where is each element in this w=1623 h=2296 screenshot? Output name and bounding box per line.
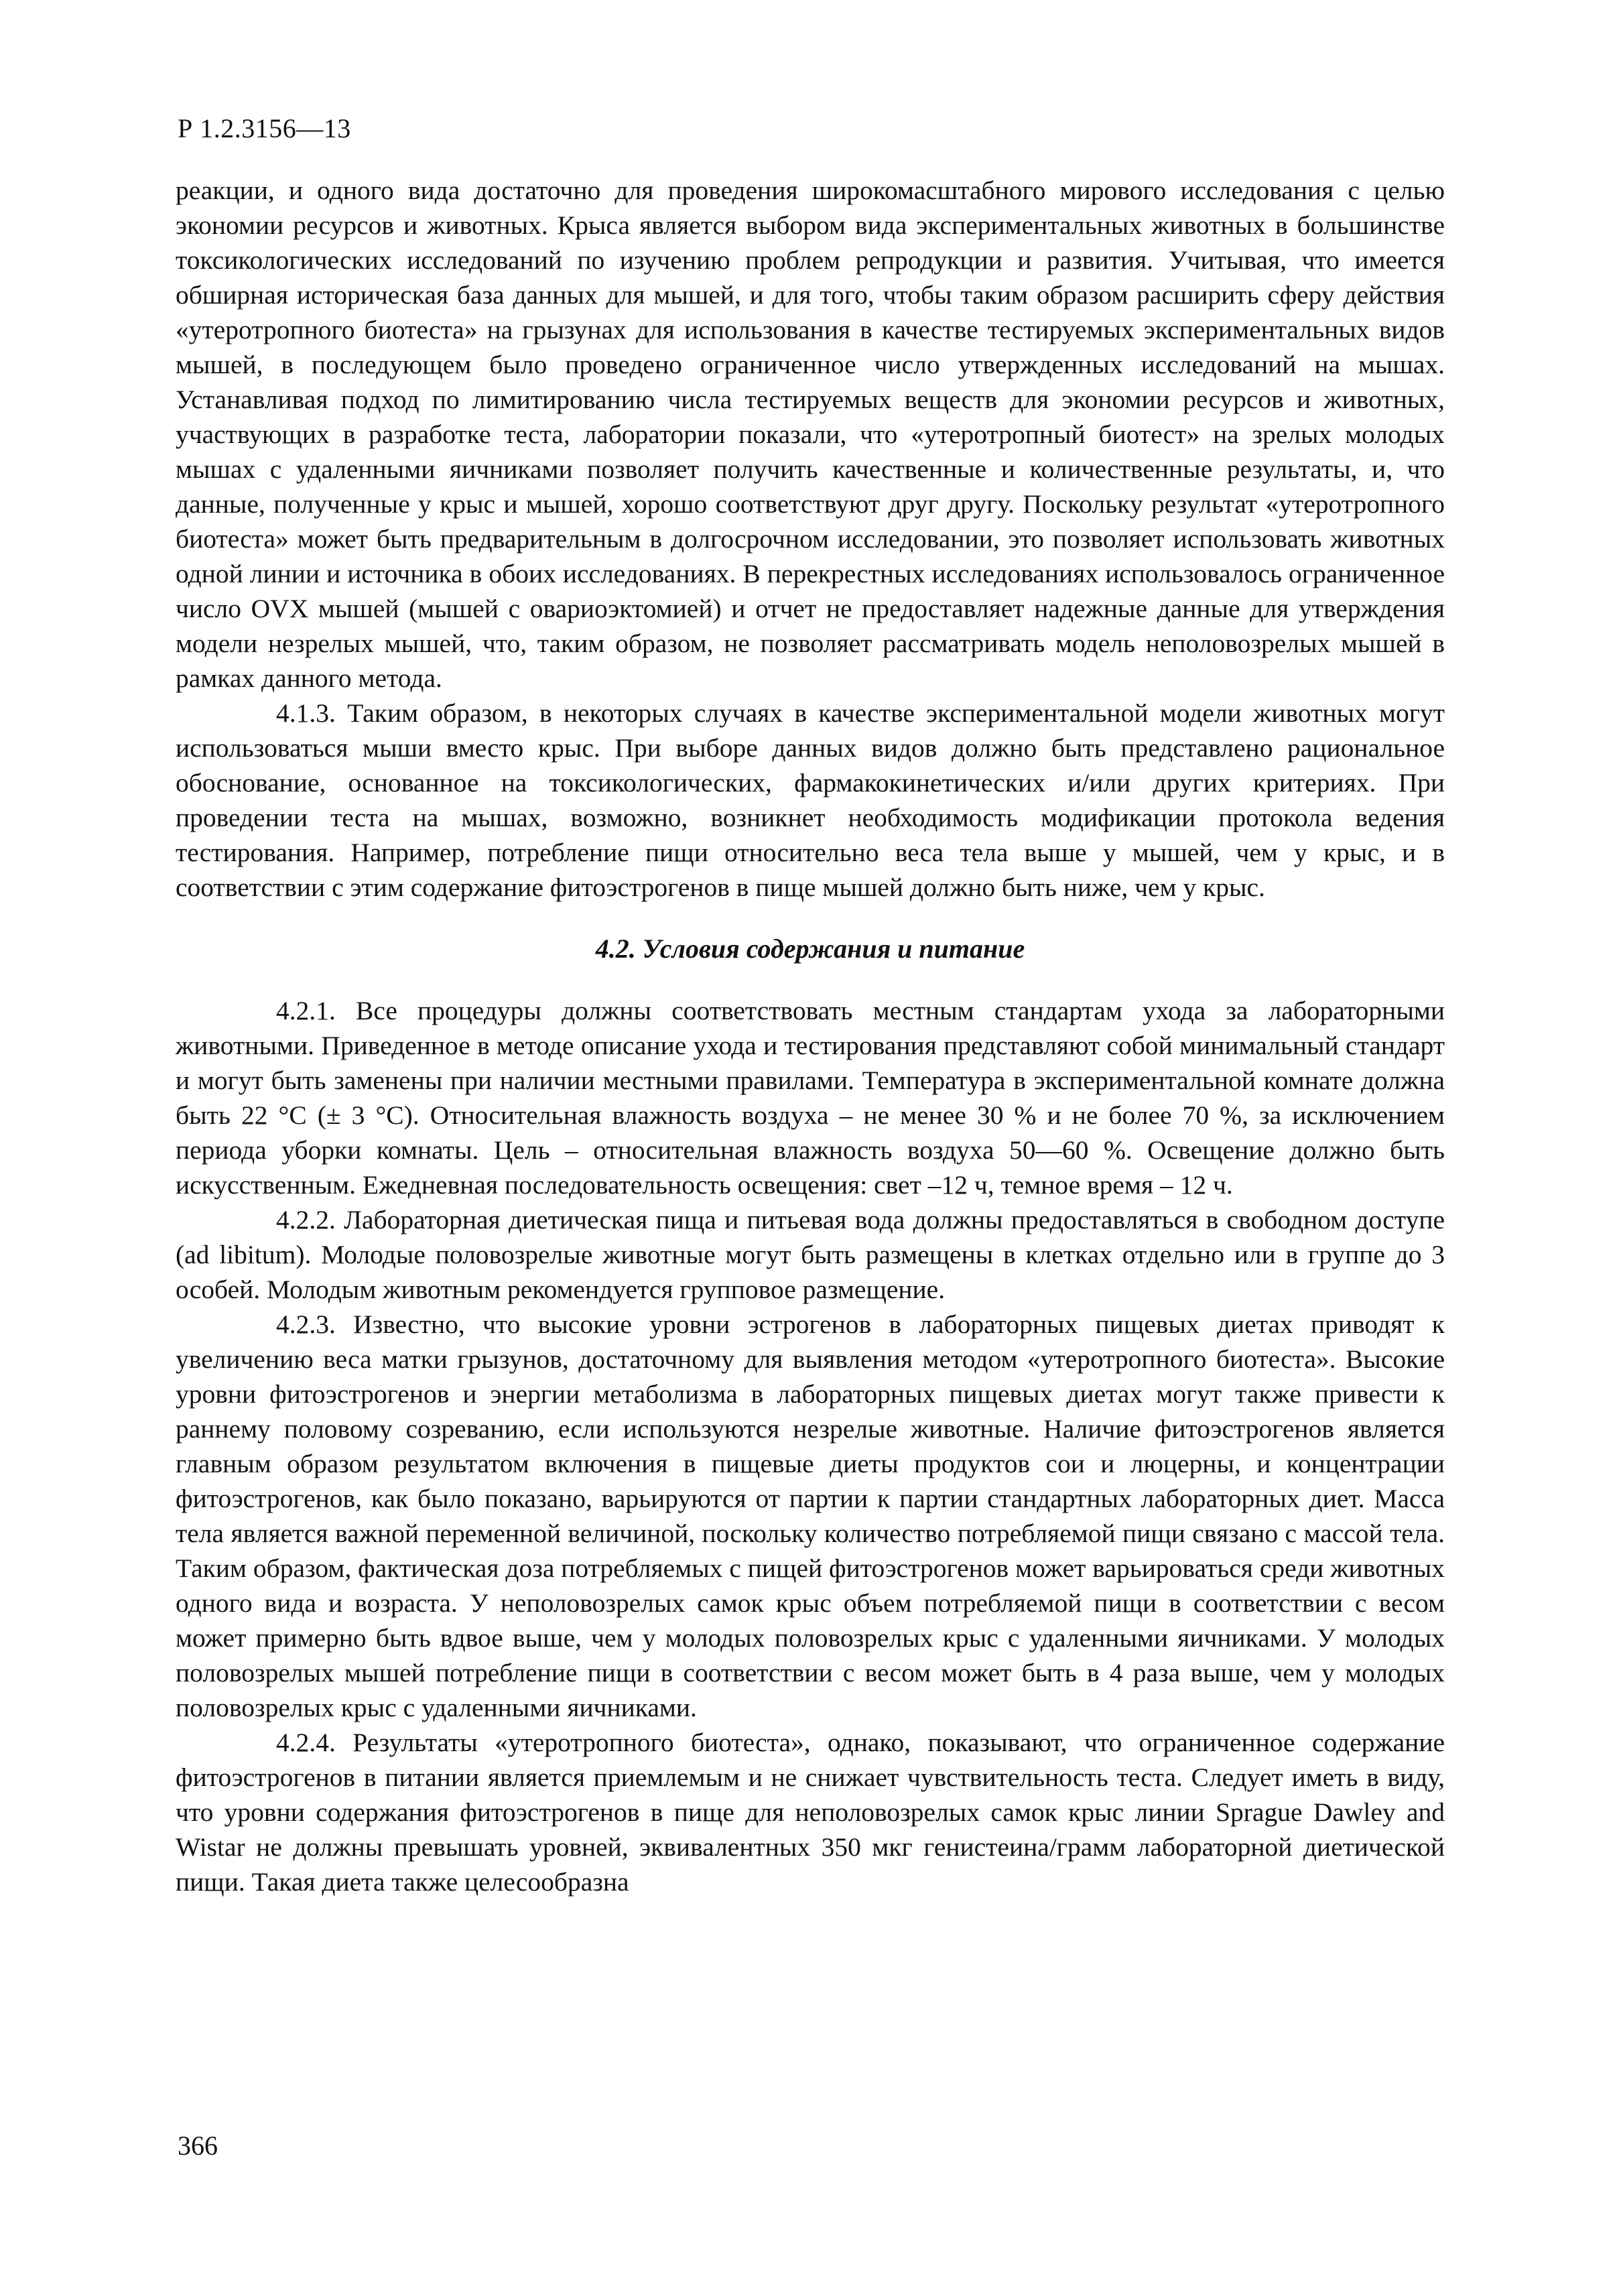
section-heading-4-2: 4.2. Условия содержания и питание [595, 934, 1025, 964]
paragraph-4-2-1: 4.2.1. Все процедуры должны соответствовать местным стандартам ухода за лабораторными животными. Приведенное в методе описание ухода и тестирования представляют собой минимальный стандарт и могут быть заменены при наличии местными правилами. Температура в экспериментальной комнате должна быть 22 °С (± 3 °С). Относительная влажность воздуха – не менее 30 % и не более 70 %, за исключением периода уборки комнаты. Цель – относительная влажность воздуха 50—60 %. Освещение должно быть искусственным. Ежедневная последовательность освещения: свет –12 ч, темное время – 12 ч. [176, 996, 1445, 1200]
paragraph-4-1-3: 4.1.3. Таким образом, в некоторых случаях в качестве экспериментальной модели животных могут использоваться мыши вместо крыс. При выборе данных видов должно быть представлено рациональное обоснование, основанное на токсикологических, фармакокинетических и/или других критериях. При проведении теста на мышах, возможно, возникнет необходимость модификации протокола ведения тестирования. Например, потребление пищи относительно веса тела выше у мышей, чем у крыс, и в соответствии с этим содержание фитоэстрогенов в пище мышей должно быть ниже, чем у крыс. [176, 698, 1445, 902]
page-number: 366 [178, 2130, 218, 2161]
paragraph-continuation: реакции, и одного вида достаточно для проведения широкомасштабного мирового исследования с целью экономии ресурсов и животных. Крыса является выбором вида экспериментальных животных в большинстве токсикологических исследований по изучению проблем репродукции и развития. Учитывая, что имеется обширная историческая база данных для мышей, и для того, чтобы таким образом расширить сферу действия «утеротропного биотеста» на грызунах для использования в качестве тестируемых экспериментальных видов мышей, в последующем было проведено ограниченное число утвержденных исследований на мышах. Устанавливая подход по лимитированию числа тестируемых веществ для экономии ресурсов и животных, участвующих в разработке теста, лаборатории показали, что «утеротропный биотест» на зрелых молодых мышах с удаленными яичниками позволяет получить качественные и количественные результаты, и, что данные, полученные у крыс и мышей, хорошо соответствуют друг другу. Поскольку результат «утеротропного биотеста» может быть предварительным в долгосрочном исследовании, это позволяет использовать животных одной линии и источника в обоих исследованиях. В перекрестных исследованиях использовалось ограниченное число OVX мышей (мышей с овариоэктомией) и отчет не предоставляет надежные данные для утверждения модели незрелых мышей, что, таким образом, не позволяет рассматривать модель неполовозрелых мышей в рамках данного метода. [176, 176, 1445, 693]
paragraph-4-2-3: 4.2.3. Известно, что высокие уровни эстрогенов в лабораторных пищевых диетах приводят к увеличению веса матки грызунов, достаточному для выявления методом «утеротропного биотеста». Высокие уровни фитоэстрогенов и энергии метаболизма в лабораторных пищевых диетах могут также привести к раннему половому созреванию, если используются незрелые животные. Наличие фитоэстрогенов является главным образом результатом включения в пищевые диеты продуктов сои и люцерны, и концентрации фитоэстрогенов, как было показано, варьируются от партии к партии стандартных лабораторных диет. Масса тела является важной переменной величиной, поскольку количество потребляемой пищи связано с массой тела. Таким образом, фактическая доза потребляемых с пищей фитоэстрогенов может варьироваться среди животных одного вида и возраста. У неполовозрелых самок крыс объем потребляемой пищи в соответствии с весом может примерно быть вдвое выше, чем у молодых половозрелых крыс с удаленными яичниками. У молодых половозрелых мышей потребление пищи в соответствии с весом может быть в 4 раза выше, чем у молодых половозрелых крыс с удаленными яичниками. [176, 1310, 1445, 1722]
paragraph-4-2-2: 4.2.2. Лабораторная диетическая пища и питьевая вода должны предоставляться в свободном доступе (ad libitum). Молодые половозрелые животные могут быть размещены в клетках отдельно или в группе до 3 особей. Молодым животным рекомендуется групповое размещение. [176, 1205, 1445, 1304]
document-code-header: Р 1.2.3156—13 [178, 113, 351, 143]
body-text [176, 173, 1445, 1899]
paragraph-4-2-4: 4.2.4. Результаты «утеротропного биотеста», однако, показывают, что ограниченное содержание фитоэстрогенов в питании является приемлемым и не снижает чувствительность теста. Следует иметь в виду, что уровни содержания фитоэстрогенов в пище для неполовозрелых самок крыс линии Sprague Dawley and Wistar не должны превышать уровней, эквивалентных 350 мкг генистеина/грамм лабораторной диетической пищи. Такая диета также целесообразна [176, 1728, 1445, 1897]
